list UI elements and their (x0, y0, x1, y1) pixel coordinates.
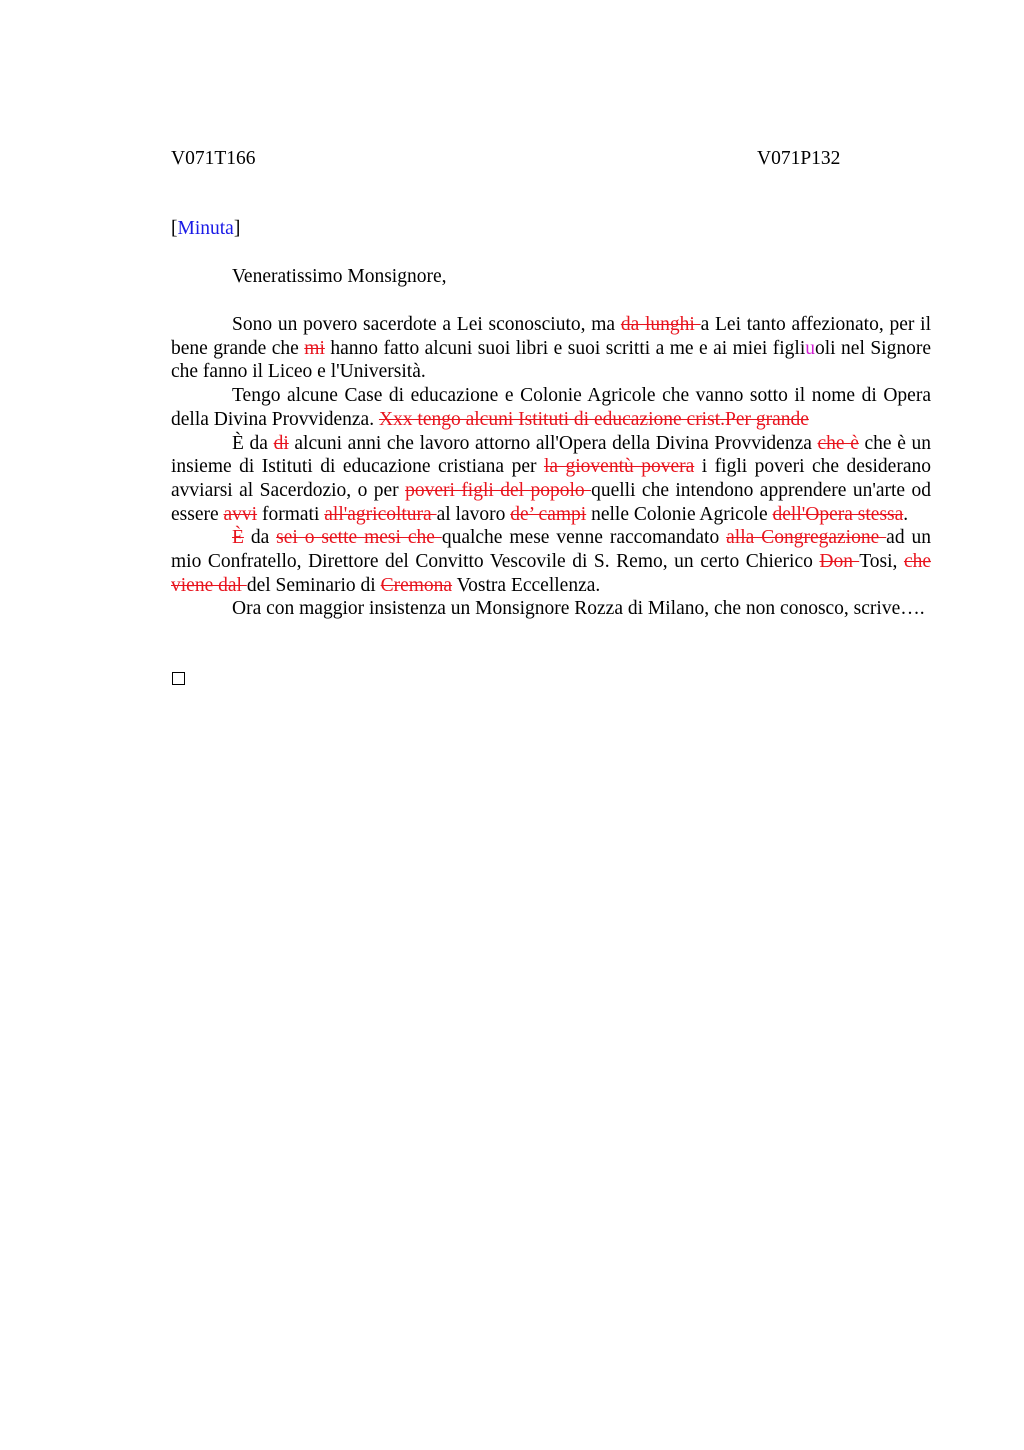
text-segment: da (243, 527, 277, 549)
deleted-text: di (273, 432, 289, 454)
deleted-text: da lunghi (620, 314, 701, 335)
letter-paragraph (171, 526, 931, 597)
deleted-text: dell'Opera stessa (772, 503, 904, 525)
text-segment: Tengo alcune Case di educazione e Colonie Agricole che vanno sotto il nome di Opera della Divina Provvidenza. (171, 385, 931, 430)
deleted-text: de’ campi (510, 503, 587, 525)
letter-paragraph (171, 384, 931, 431)
deleted-text: all'agricoltura (324, 503, 437, 525)
text-segment: al lavoro (436, 503, 511, 525)
document-code-right: V071P132 (757, 148, 841, 169)
text-segment: del Seminario di (246, 574, 381, 596)
deleted-text: Don (819, 551, 860, 573)
text-segment: È da (232, 432, 274, 454)
minuta-text: Minuta (177, 218, 234, 239)
text-segment: . (903, 503, 909, 525)
empty-square-icon (172, 672, 185, 685)
text-segment: quelli che intendono apprendere un'arte od essere (171, 479, 931, 525)
text-segment: Tosi, (859, 551, 904, 573)
document-code-left: V071T166 (171, 148, 256, 169)
deleted-text: sei o sette mesi che (276, 527, 442, 549)
text-segment: ad un mio Confratello, Direttore del Convitto Vescovile di S. Remo, un certo Chierico (171, 527, 931, 573)
letter-paragraph (171, 313, 931, 384)
text-segment: Ora con maggior insistenza un Monsignore Rozza di Milano, che non conosco, scrive…. (232, 598, 925, 620)
deleted-text: che viene dal (171, 551, 931, 596)
deleted-text: che è (817, 432, 859, 454)
text-segment: a Lei tanto affezionato, per il bene grande che (171, 314, 931, 359)
letter-body (171, 313, 931, 621)
text-segment: oli nel Signore che fanno il Liceo e l'Università. (171, 337, 931, 383)
deleted-text: avvi (223, 503, 258, 525)
salutation: Veneratissimo Monsignore, (232, 266, 447, 287)
text-segment: Vostra Eccellenza. (452, 574, 601, 596)
deleted-text: poveri figli del popolo (405, 479, 592, 501)
deleted-text: mi (304, 337, 325, 359)
text-segment: hanno fatto alcuni suoi libri e suoi scritti a me e ai miei figli (324, 337, 806, 359)
text-segment: alcuni anni che lavoro attorno all'Opera della Divina Provvidenza (288, 432, 818, 454)
minuta-label (171, 217, 240, 241)
deleted-text: la gioventù povera (543, 456, 695, 478)
deleted-text: Xxx tengo alcuni Istituti di educazione crist.Per grande (378, 408, 809, 430)
deleted-text: Cremona (380, 574, 453, 596)
minuta-open-bracket: [ (171, 218, 178, 239)
deleted-text: alla Congregazione (726, 527, 887, 549)
letter-paragraph (171, 432, 931, 527)
inserted-text: u (805, 337, 815, 359)
text-segment: che è un insieme di Istituti di educazione cristiana per (171, 432, 931, 478)
minuta-close-bracket: ] (233, 218, 241, 239)
letter-paragraph (171, 597, 931, 621)
text-segment: formati (257, 503, 325, 525)
text-segment: i figli poveri che desiderano avviarsi al Sacerdozio, o per (171, 456, 931, 501)
deleted-text: È (232, 527, 244, 549)
text-segment: nelle Colonie Agricole (586, 503, 773, 525)
text-segment: Sono un povero sacerdote a Lei sconosciuto, ma (232, 314, 621, 335)
text-segment: qualche mese venne raccomandato (441, 527, 727, 549)
